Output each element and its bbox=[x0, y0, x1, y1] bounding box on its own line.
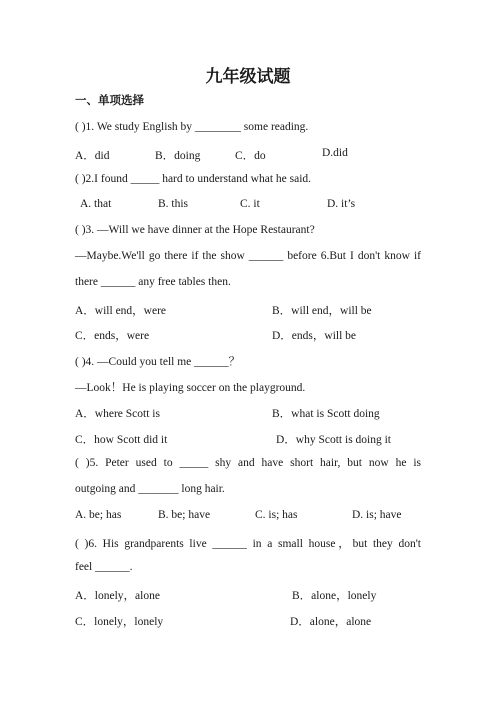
q3-option-a: A．will end，were bbox=[75, 305, 167, 317]
q5-option-b: B. be; have bbox=[158, 509, 211, 521]
question-1-stem: ( )1. We study English by ________ some reading. bbox=[75, 121, 309, 133]
q4-option-b: B．what is Scott doing bbox=[272, 408, 380, 420]
question-3-line-2: —Maybe.We'll go there if the show ______ before 6.But I don't know if bbox=[75, 250, 421, 262]
q1-option-c: C．do bbox=[235, 150, 266, 162]
q5-option-d: D. is; have bbox=[352, 509, 402, 521]
question-5-stem: ( )5. Peter used to _____ shy and have short hair, but now he is bbox=[75, 457, 421, 469]
q2-option-b: B. this bbox=[158, 198, 189, 210]
question-6-stem: ( )6. His grandparents live ______ in a small house，but they don't bbox=[75, 538, 421, 550]
q1-option-b: B．doing bbox=[155, 150, 201, 162]
q3-option-b: B．will end，will be bbox=[272, 305, 372, 317]
q6-option-c: C．lonely，lonely bbox=[75, 616, 164, 628]
q1-option-d: D.did bbox=[322, 147, 348, 159]
question-2-stem: ( )2.I found _____ hard to understand what he said. bbox=[75, 173, 312, 185]
page-title: 九年级试题 bbox=[205, 67, 291, 87]
question-3-line-3: there ______ any free tables then. bbox=[75, 276, 231, 288]
question-3-stem: ( )3. —Will we have dinner at the Hope Restaurant? bbox=[75, 224, 315, 236]
q1-option-a: A．did bbox=[75, 150, 110, 162]
question-5-line-2: outgoing and _______ long hair. bbox=[75, 483, 225, 495]
q4-option-a: A．where Scott is bbox=[75, 408, 160, 420]
q3-option-d: D．ends，will be bbox=[272, 330, 357, 342]
q2-option-c: C. it bbox=[240, 198, 260, 210]
q4-option-d: D．why Scott is doing it bbox=[276, 434, 392, 446]
q6-option-a: A．lonely，alone bbox=[75, 590, 160, 602]
q3-option-c: C．ends，were bbox=[75, 330, 150, 342]
q6-option-b: B．alone，lonely bbox=[292, 590, 377, 602]
question-6-line-2: feel ______. bbox=[75, 561, 133, 573]
q5-option-c: C. is; has bbox=[255, 509, 298, 521]
q2-option-d: D. it’s bbox=[327, 198, 356, 210]
q4-option-c: C．how Scott did it bbox=[75, 434, 168, 446]
question-4-line-2: —Look！He is playing soccer on the playground. bbox=[75, 382, 306, 394]
section-heading: 一、单项选择 bbox=[75, 93, 144, 107]
question-4-stem: ( )4. —Could you tell me ______？ bbox=[75, 356, 241, 368]
q2-option-a: A. that bbox=[80, 198, 112, 210]
q6-option-d: D．alone，alone bbox=[290, 616, 372, 628]
q5-option-a: A. be; has bbox=[75, 509, 122, 521]
